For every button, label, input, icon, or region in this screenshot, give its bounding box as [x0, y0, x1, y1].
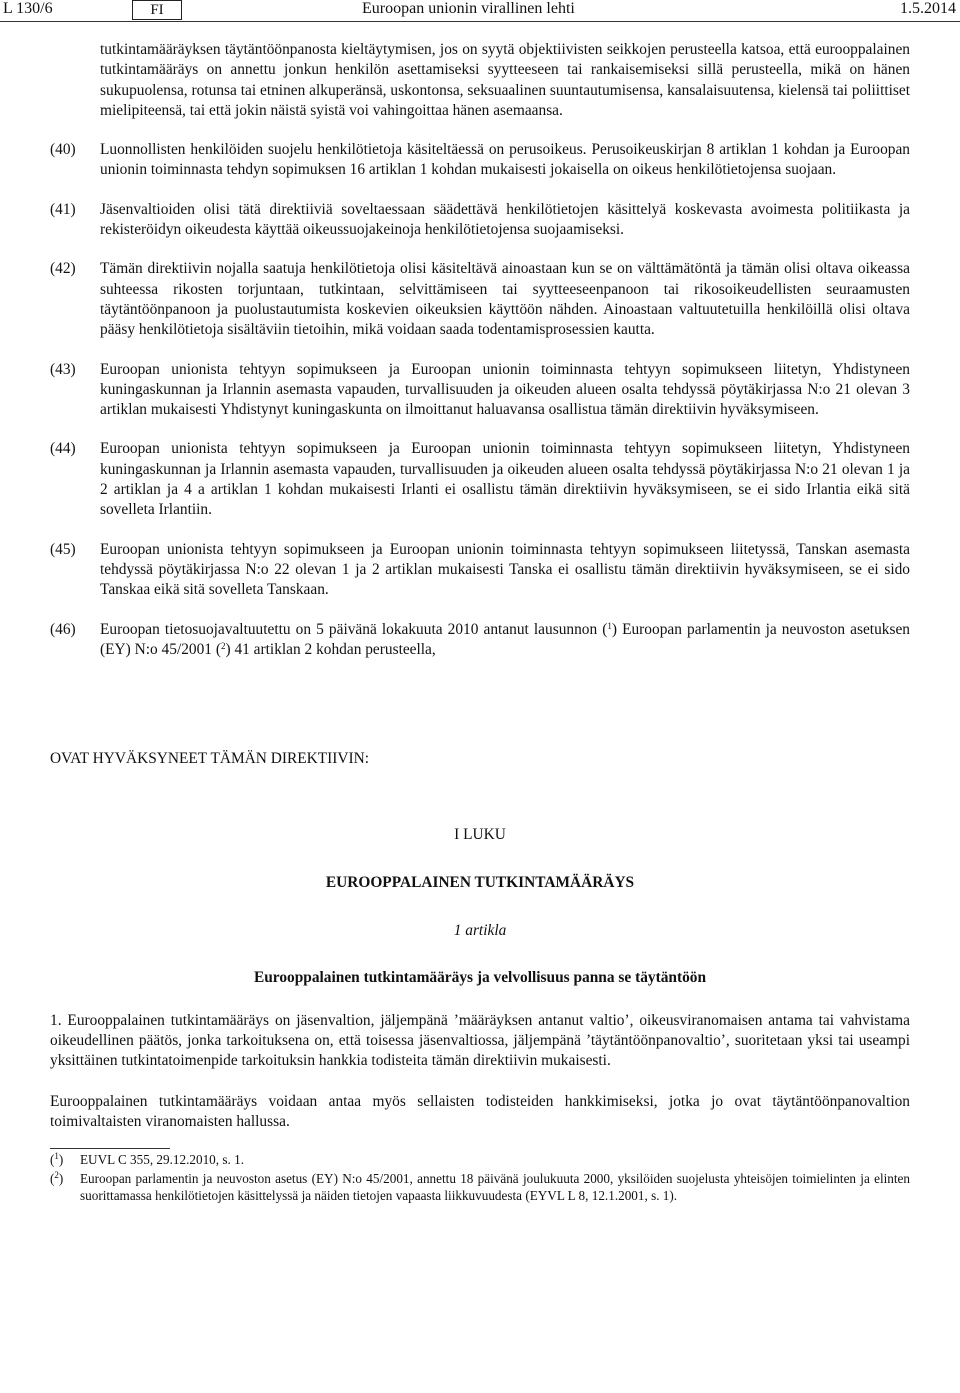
recital-number: (40) — [50, 141, 76, 159]
recital-42 — [50, 259, 910, 340]
recital-text: Euroopan unionista tehtyyn sopimukseen ja Euroopan unionin toiminnasta tehtyyn sopimukseen liitetyn, Yhdistyneen kuningaskunnan ja Irlannin asemasta vapauden, turvallisuuden ja oikeuden alueen osalta tehdyssä pöytäkirjassa N:o 21 olevan 1 ja 2 artiklan ja 4 a artiklan 1 kohdan mukaisesti Irlanti ei osallistu tämän direktiivin hyväksymiseen, se ei sido Irlantia eikä sitä sovelleta Irlantiin. — [100, 440, 910, 519]
page-reference: L 130/6 — [3, 0, 53, 17]
recital-44 — [50, 439, 910, 520]
recital-number: (43) — [50, 360, 76, 378]
recital-41 — [50, 200, 910, 241]
recital-43 — [50, 360, 910, 421]
recital-40 — [50, 140, 910, 181]
language-badge: FI — [132, 0, 182, 20]
journal-title: Euroopan unionin virallinen lehti — [362, 0, 575, 17]
footnote-divider — [50, 1148, 170, 1149]
page-header — [0, 0, 960, 22]
chapter-title: EUROOPPALAINEN TUTKINTAMÄÄRÄYS — [325, 873, 635, 891]
footnote-text: EUVL C 355, 29.12.2010, s. 1. — [80, 1152, 244, 1168]
recital-46 — [50, 620, 910, 661]
footnote-text: Euroopan parlamentin ja neuvoston asetus (EY) N:o 45/2001, annettu 18 päivänä joulukuuta 2000, yksilöiden suojelusta yhteisöjen toimielinten ja elinten suorittamassa henkilötietojen käsittelyssä ja näiden tietojen vapaasta liikkuvuudesta (EYVL L 8, 12.1.2001, s. 1). — [80, 1171, 910, 1204]
footnote-2 — [50, 1170, 910, 1204]
document-body — [50, 40, 910, 1204]
adoption-formula: OVAT HYVÄKSYNEET TÄMÄN DIREKTIIVIN: — [50, 750, 370, 768]
recital-number: (45) — [50, 540, 76, 558]
recital-text-part: ) Euroopan parlamentin ja neuvoston asetuksen (EY) N:o 45/2001 ( — [100, 620, 910, 658]
chapter-number: I LUKU — [454, 826, 506, 844]
article-paragraph-2: Eurooppalainen tutkintamääräys voidaan antaa myös sellaisten todisteiden hankkimiseksi, jotka jo ovat täytäntöönpanovaltion toimivaltaisten viranomaisten hallussa. — [50, 1092, 910, 1130]
footnote-marker: ($^1$) — [50, 1151, 64, 1168]
recital-number: (42) — [50, 260, 76, 278]
header-divider — [0, 21, 960, 22]
recital-number: (46) — [50, 620, 76, 638]
recital-text: Euroopan unionista tehtyyn sopimukseen ja Euroopan unionin toiminnasta tehtyyn sopimukseen liitetyn, Yhdistyneen kuningaskunnan ja Irlannin asemasta vapauden, turvallisuuden ja oikeuden alueen osalta tehdyssä pöytäkirjassa N:o 21 olevan 3 artiklan mukaisesti Yhdistynyt kuningaskunta on ilmoittanut haluavansa osallistua tämän direktiivin hyväksymiseen. — [100, 360, 910, 419]
intro-paragraph: tutkintamääräyksen täytäntöönpanosta kieltäytymisen, jos on syytä objektiivisten seikkojen perusteella katsoa, että eurooppalainen tutkintamääräys on annettu jonkun henkilön asettamiseksi syytteeseen tai rankaisemiseksi sillä perusteella, mikä on hänen sukupuolensa, rotunsa tai etninen alkuperänsä, uskontonsa, seksuaalinen suuntautumisensa, kansalaisuutensa, kielensä tai poliittiset mielipiteensä, tai että jokin näistä syistä voi vahingoittaa hänen asemaansa. — [100, 41, 910, 119]
recital-text: Jäsenvaltioiden olisi tätä direktiiviä soveltaessaan säädettävä henkilötietojen käsittelyä koskevasta avoimesta politiikasta ja rekisteröidyn oikeudesta käyttää oikeussuojakeinoja henkilötietojensa suojaamiseksi. — [100, 200, 910, 239]
footnote-marker: ($^2$) — [50, 1170, 64, 1187]
article-title: Eurooppalainen tutkintamääräys ja velvollisuus panna se täytäntöön — [253, 969, 707, 987]
footnote-ref-2[interactable]: 2 — [220, 640, 226, 651]
recital-text-part: ) 41 artiklan 2 kohdan perusteella, — [225, 640, 436, 658]
recital-text — [100, 620, 910, 661]
recital-number: (41) — [50, 200, 76, 218]
recital-45 — [50, 540, 910, 601]
footnote-ref-1[interactable]: 1 — [607, 620, 612, 631]
recital-text: Euroopan unionista tehtyyn sopimukseen ja Euroopan unionin toiminnasta tehtyyn sopimukseen liitetyssä, Tanskan asemasta tehdyssä pöytäkirjassa N:o 22 olevan 1 ja 2 artiklan mukaisesti Tanska ei osallistu tämän direktiivin hyväksymiseen, se ei sido Tanskaa eikä sitä sovelleta Tanskaan. — [100, 540, 910, 599]
recital-text: Luonnollisten henkilöiden suojelu henkilötietoja käsiteltäessä on perusoikeus. Perusoikeuskirjan 8 artiklan 1 kohdan ja Euroopan unionin toiminnasta tehdyn sopimuksen 16 artiklan 1 kohdan mukaisesti jokaisella on oikeus henkilötietojensa suojaan. — [100, 141, 910, 179]
recital-text: Tämän direktiivin nojalla saatuja henkilötietoja olisi käsiteltävä ainoastaan kun se on välttämätöntä ja tämän olisi oltava oikeassa suhteessa rikosten torjuntaan, tutkintaan, selvittämiseen tai syytteeseenpanoon tai rikosoikeudellisten seuraamusten täytäntöönpanoon ja puolustautumista koskevien oikeuksien käyttöön nähden. Ainoastaan valtuutetuilla henkilöillä olisi oltava pääsy henkilötietoja sisältäviin tietoihin, mikä voidaan saada todentamisprosessien kautta. — [100, 260, 910, 339]
article-number: 1 artikla — [453, 922, 507, 940]
article-paragraph-1: 1. Eurooppalainen tutkintamääräys on jäsenvaltion, jäljempänä ’määräyksen antanut valtio’, oikeusviranomaisen antama tai vahvistama oikeudellinen päätös, jonka tarkoituksena on, että toisessa jäsenvaltiossa, jäljempänä ’täytäntöönpanovaltio’, suoritetaan yksi tai useampi yksittäinen tutkintatoimenpide tarkoituksin hankkia todisteita tämän direktiivin mukaisesti. — [50, 1011, 910, 1070]
recital-text-part: Euroopan tietosuojavaltuutettu on 5 päivänä lokakuuta 2010 antanut lausunnon ( — [100, 620, 608, 638]
footnote-1 — [50, 1151, 910, 1168]
publication-date: 1.5.2014 — [900, 0, 956, 17]
recital-number: (44) — [50, 440, 76, 458]
